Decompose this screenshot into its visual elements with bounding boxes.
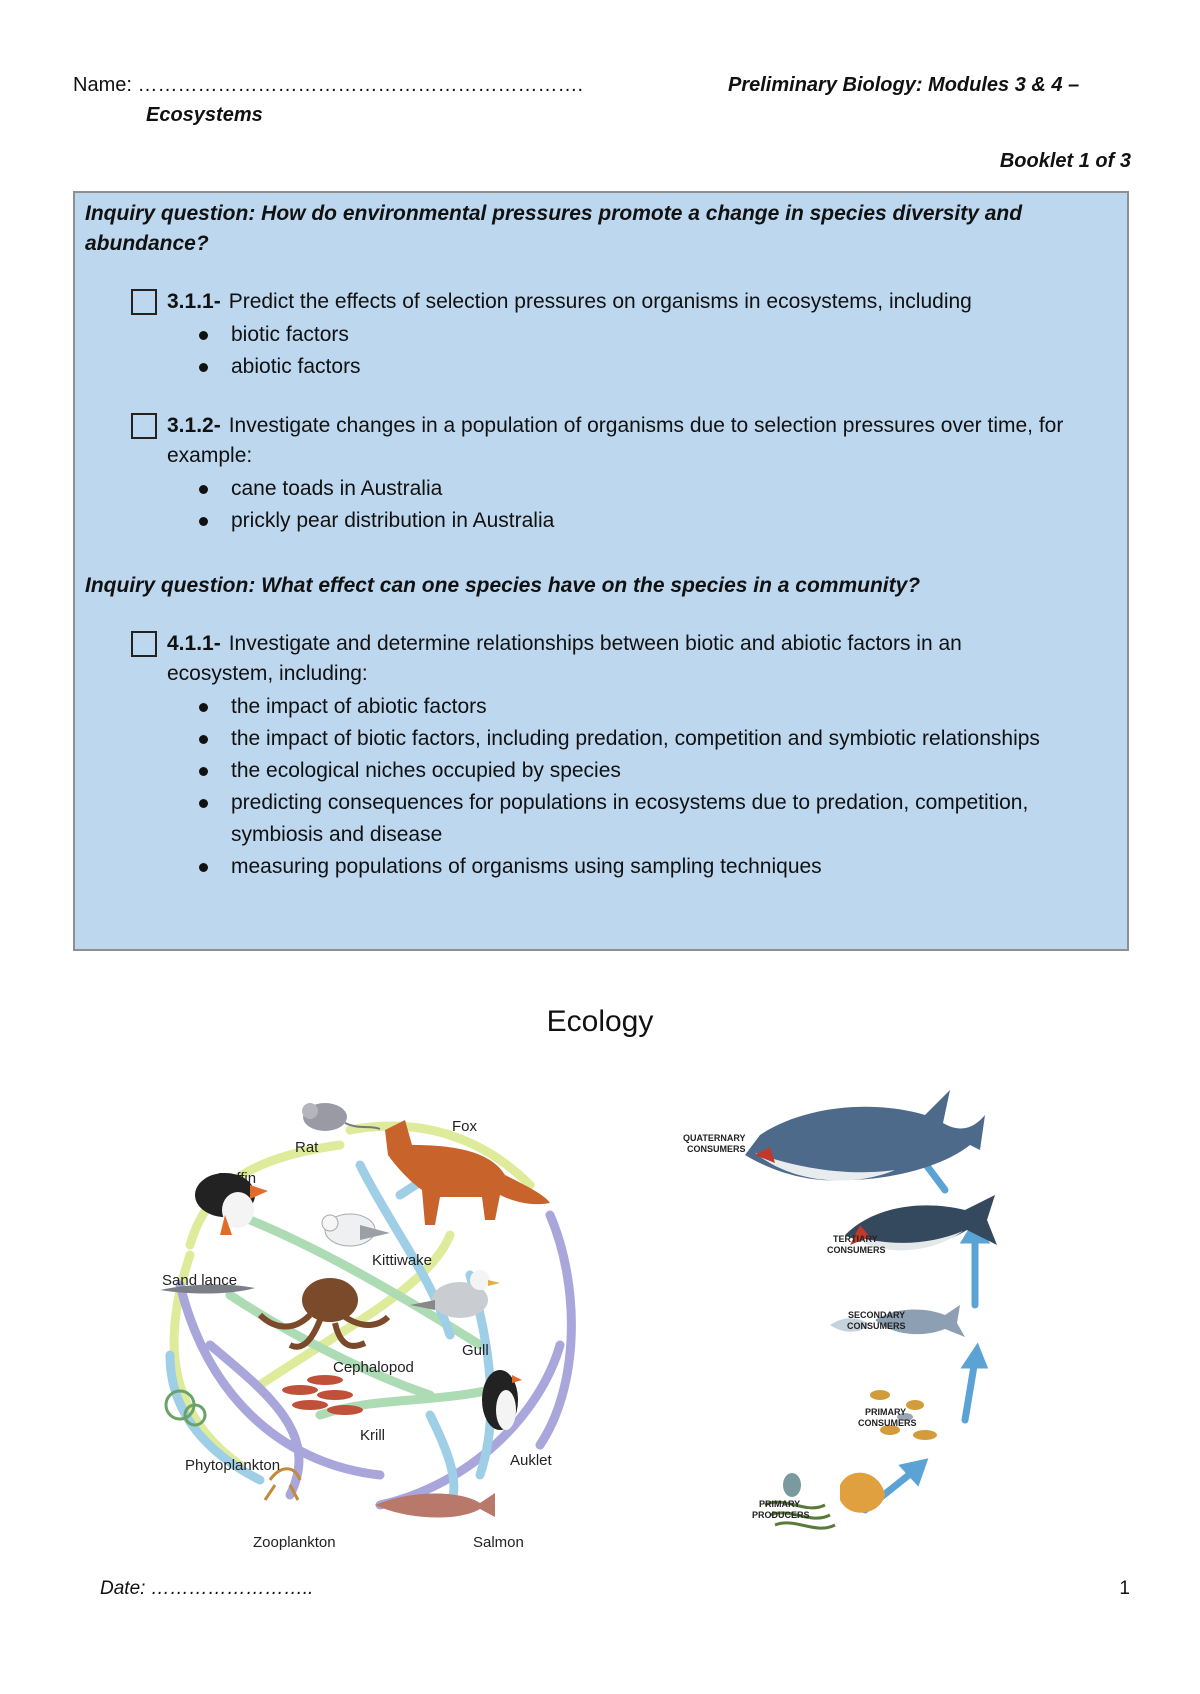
dot-point-3-1-1	[85, 287, 1117, 317]
bullet-list	[85, 691, 1117, 883]
food-web-label: Fox	[452, 1118, 478, 1135]
list-item: abiotic factors	[85, 351, 1117, 383]
dot-point-3-1-2	[85, 411, 1117, 471]
food-web-label: Phytoplankton	[185, 1457, 281, 1474]
dot-code: 3.1.1-	[167, 290, 221, 313]
document-title: Preliminary Biology: Modules 3 & 4 –	[728, 74, 1080, 96]
trophic-level-label: CONSUMERS	[827, 1245, 886, 1255]
food-web-svg	[150, 1085, 610, 1550]
dot-text-continued: ecosystem, including:	[167, 662, 368, 685]
inquiry-question-2: Inquiry question: What effect can one species have on the species in a community?	[85, 574, 921, 597]
food-web-label: Puffin	[218, 1170, 257, 1187]
dot-text-continued: example:	[167, 444, 253, 467]
dot-text: Investigate and determine relationships between biotic and abiotic factors in an	[228, 632, 962, 655]
trophic-level-label: CONSUMERS	[847, 1321, 906, 1331]
page-number: 1	[1119, 1578, 1130, 1599]
list-item: biotic factors	[85, 319, 1117, 351]
food-chain-figure	[675, 1075, 1060, 1565]
food-web-label: Rat	[295, 1139, 319, 1156]
trophic-level-label: QUATERNARY	[683, 1133, 746, 1143]
inquiry-question-1: Inquiry question: How do environmental pressures promote a change in species diversity and abundance?	[85, 202, 1023, 255]
booklet-number: Booklet 1 of 3	[999, 150, 1131, 172]
food-web-label: Gull	[462, 1342, 489, 1359]
list-item: the impact of biotic factors, including predation, competition and symbiotic relationships	[85, 723, 1117, 755]
trophic-level-label: CONSUMERS	[858, 1418, 917, 1428]
dot-point-4-1-1	[85, 629, 1117, 689]
trophic-level-label: CONSUMERS	[687, 1144, 746, 1154]
bullet-list	[85, 319, 1117, 383]
food-web-label: Zooplankton	[253, 1534, 336, 1550]
food-web-label: Krill	[360, 1427, 385, 1444]
list-item: the impact of abiotic factors	[85, 691, 1117, 723]
list-item: prickly pear distribution in Australia	[85, 505, 1117, 537]
dot-code: 4.1.1-	[167, 632, 221, 655]
trophic-level-label: SECONDARY	[848, 1310, 906, 1320]
trophic-level-label: TERTIARY	[833, 1234, 878, 1244]
list-item: cane toads in Australia	[85, 473, 1117, 505]
trophic-level-label: PRIMARY	[865, 1407, 907, 1417]
food-web-label: Kittiwake	[372, 1252, 433, 1269]
checkbox-3-1-1[interactable]	[131, 289, 157, 315]
food-web-label: Auklet	[510, 1452, 552, 1469]
list-item: predicting consequences for populations in ecosystems due to predation, competition, symbiosis and disease	[85, 787, 1117, 851]
list-item: measuring populations of organisms using sampling techniques	[85, 851, 1117, 883]
syllabus-box	[73, 191, 1129, 951]
name-field: Name: ………………………………………………………….	[73, 74, 584, 96]
food-chain-svg	[675, 1075, 1060, 1565]
bullet-list	[85, 473, 1117, 537]
food-web-label: Salmon	[473, 1534, 524, 1550]
document-subtitle: Ecosystems	[146, 104, 263, 126]
dot-code: 3.1.2-	[167, 414, 221, 437]
food-web-label: Cephalopod	[333, 1359, 414, 1376]
section-title: Ecology	[546, 1005, 654, 1038]
list-item: the ecological niches occupied by species	[85, 755, 1117, 787]
food-web-figure	[150, 1085, 610, 1550]
checkbox-4-1-1[interactable]	[131, 631, 157, 657]
trophic-level-label: PRODUCERS	[752, 1510, 810, 1520]
dot-text: Investigate changes in a population of organisms due to selection pressures over time, for	[228, 414, 1064, 437]
date-field: Date: ……………………..	[100, 1578, 314, 1599]
checkbox-3-1-2[interactable]	[131, 413, 157, 439]
dot-text: Predict the effects of selection pressures on organisms in ecosystems, including	[228, 290, 972, 313]
trophic-level-label: PRIMARY	[759, 1499, 801, 1509]
food-web-label: Sand lance	[162, 1272, 238, 1289]
